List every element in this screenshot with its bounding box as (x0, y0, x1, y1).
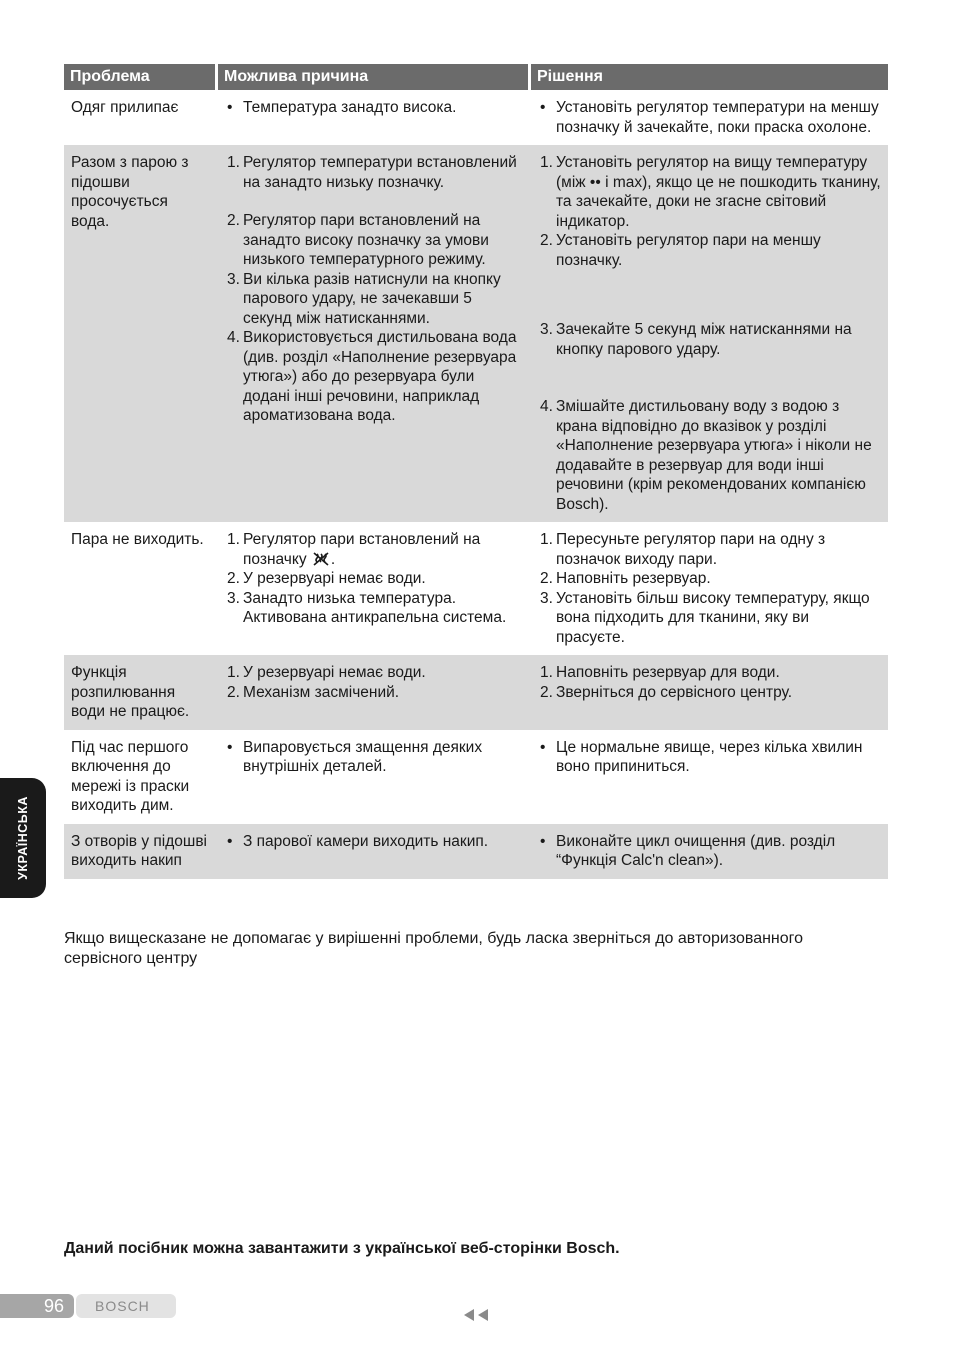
problem-cell: Пара не виходить. (71, 531, 204, 548)
cause-text: У резервуарі немає води. (243, 664, 426, 681)
cause-cell (218, 90, 528, 145)
table-row (64, 90, 888, 145)
cause-text: У резервуарі немає води. (243, 570, 426, 587)
cause-cell (218, 655, 528, 730)
problem-cell: Функція розпилювання води не працює. (71, 664, 190, 720)
brand-label: BOSCH (76, 1294, 176, 1318)
solution-text: Установіть більш високу температуру, якщо вона підходить для тканини, яку ви прасуєте. (556, 589, 870, 646)
download-note: Даний посібник можна завантажити з української веб-сторінки Bosch. (64, 1240, 620, 1257)
table-body (64, 90, 888, 879)
solution-cell (531, 824, 888, 879)
problem-cell: Разом з парою з підошви просочується вода. (71, 154, 189, 230)
table-row (64, 145, 888, 522)
list-marker: 1. (227, 154, 240, 171)
header-problem: Проблема (64, 64, 215, 90)
list-marker: 1. (227, 664, 240, 681)
solution-item (540, 153, 882, 231)
header-cause: Можлива причина (218, 64, 528, 90)
cause-item (227, 738, 522, 777)
header-solution: Рішення (531, 64, 888, 90)
solution-item (540, 530, 882, 569)
table-row (64, 522, 888, 655)
page-nav (463, 1308, 489, 1322)
list-marker: 2. (227, 212, 240, 229)
page-number: 96 (0, 1294, 74, 1318)
cause-text: Випаровується змащення деяких внутрішніх деталей. (243, 738, 483, 775)
list-marker: • (227, 832, 233, 850)
solution-item (540, 832, 882, 871)
table-row (64, 824, 888, 879)
solution-item (540, 569, 882, 589)
language-tab (0, 778, 46, 898)
cause-item (227, 663, 522, 683)
cause-item (227, 530, 522, 569)
list-marker: 3. (227, 589, 240, 607)
cause-item (227, 683, 522, 703)
table-header (64, 64, 888, 90)
list-marker: 2. (227, 683, 240, 701)
no-steam-icon (307, 551, 331, 568)
cause-item (227, 569, 522, 589)
troubleshooting-table (64, 64, 888, 879)
cause-item (227, 328, 522, 426)
solution-text: Змішайте дистильовану воду з водою з крана відповідно до вказівок у розділі «Наполнение резервуара утюга» і ніколи не додавайте в резервуар для води інші речовини (крім рекомендованих компанією Bosch). (556, 398, 872, 513)
problem-cell: Одяг прилипає (71, 99, 179, 116)
solution-text: Установіть регулятор температури на меншу позначку й зачекайте, поки праска охолоне. (556, 99, 879, 136)
solution-cell (531, 145, 888, 522)
cause-text: Занадто низька температура. Активована антикрапельна система. (243, 589, 507, 626)
solution-cell (531, 655, 888, 730)
list-marker: 1. (540, 154, 553, 171)
solution-text: Пересуньте регулятор пари на одну з позначок виходу пари. (556, 531, 826, 568)
cause-cell (218, 824, 528, 879)
cause-cell (218, 730, 528, 824)
solution-item (540, 397, 882, 514)
table-row (64, 730, 888, 824)
solution-text: Зачекайте 5 секунд між натисканнями на кнопку парового удару. (556, 321, 852, 358)
cause-text: Ви кілька разів натиснули на кнопку парового удару, не зачекавши 5 секунд між натисканнями. (243, 270, 501, 327)
solution-text: Установіть регулятор пари на меншу позначку. (556, 232, 821, 269)
cause-cell (218, 145, 528, 522)
list-marker: 1. (227, 531, 240, 548)
cause-item (227, 832, 522, 852)
solution-text: Зверніться до сервісного центру. (556, 683, 793, 701)
language-tab-label: УКРАЇНСЬКА (16, 796, 30, 880)
list-marker: • (540, 99, 546, 116)
list-marker: 4. (227, 329, 240, 346)
solution-cell (531, 90, 888, 145)
cause-item (227, 98, 522, 118)
list-marker: 4. (540, 398, 553, 415)
list-marker: • (540, 738, 546, 756)
list-marker: 3. (540, 589, 553, 607)
cause-cell (218, 522, 528, 655)
solution-item (540, 98, 882, 137)
cause-item (227, 211, 522, 270)
cause-text: Регулятор пари встановлений на занадто високу позначку за умови низького температурного режиму. (243, 212, 489, 268)
solution-text: Це нормальне явище, через кілька хвилин воно припиниться. (556, 738, 863, 775)
solution-cell (531, 730, 888, 824)
list-marker: • (540, 832, 546, 850)
solution-item (540, 663, 882, 683)
list-marker: 1. (540, 531, 553, 548)
list-marker: 3. (227, 270, 240, 288)
list-marker: 2. (227, 570, 240, 587)
cause-text: Механізм засмічений. (243, 683, 400, 701)
solution-item (540, 738, 882, 777)
list-marker: • (227, 738, 233, 756)
list-marker: 3. (540, 321, 553, 338)
solution-item (540, 320, 882, 359)
problem-cell: З отворів у підошві виходить накип (71, 832, 208, 869)
solution-text: Установіть регулятор на вищу температуру (між •• і max), якщо це не пошкодить тканину, та зачекайте, доки не згасне світовий індикатор. (556, 154, 881, 230)
cause-item (227, 589, 522, 628)
cause-item (227, 270, 522, 329)
list-marker: • (227, 99, 233, 116)
service-note: Якщо вищесказане не допомагає у вирішенні проблеми, будь ласка зверніться до авторизованного сервісного центру (64, 930, 804, 967)
prev-arrow-icon-2[interactable] (477, 1308, 489, 1322)
prev-arrow-icon[interactable] (463, 1308, 475, 1322)
list-marker: 2. (540, 232, 553, 249)
solution-item (540, 683, 882, 703)
cause-item (227, 153, 522, 192)
solution-item (540, 231, 882, 270)
list-marker: 1. (540, 664, 553, 681)
solution-cell (531, 522, 888, 655)
problem-cell: Під час першого включення до мережі із праски виходить дим. (71, 738, 190, 814)
cause-suffix: . (330, 550, 336, 568)
cause-text: Використовується дистильована вода (див. розділ «Наполнение резервуара утюга») або до резервуара були додані інші речовини, наприклад ароматизована вода. (243, 329, 517, 424)
cause-text: Температура занадто висока. (243, 99, 457, 116)
solution-text: Наповніть резервуар для води. (556, 664, 780, 681)
cause-text: Регулятор пари встановлений на позначку (243, 531, 481, 568)
cause-text: З парової камери виходить накип. (243, 832, 489, 850)
solution-item (540, 589, 882, 648)
solution-text: Виконайте цикл очищення (див. розділ “Функція Calc'n clean»). (556, 832, 836, 869)
solution-text: Наповніть резервуар. (556, 570, 711, 587)
table-row (64, 655, 888, 730)
list-marker: 2. (540, 570, 553, 587)
list-marker: 2. (540, 683, 553, 701)
cause-text: Регулятор температури встановлений на занадто низьку позначку. (243, 154, 517, 191)
